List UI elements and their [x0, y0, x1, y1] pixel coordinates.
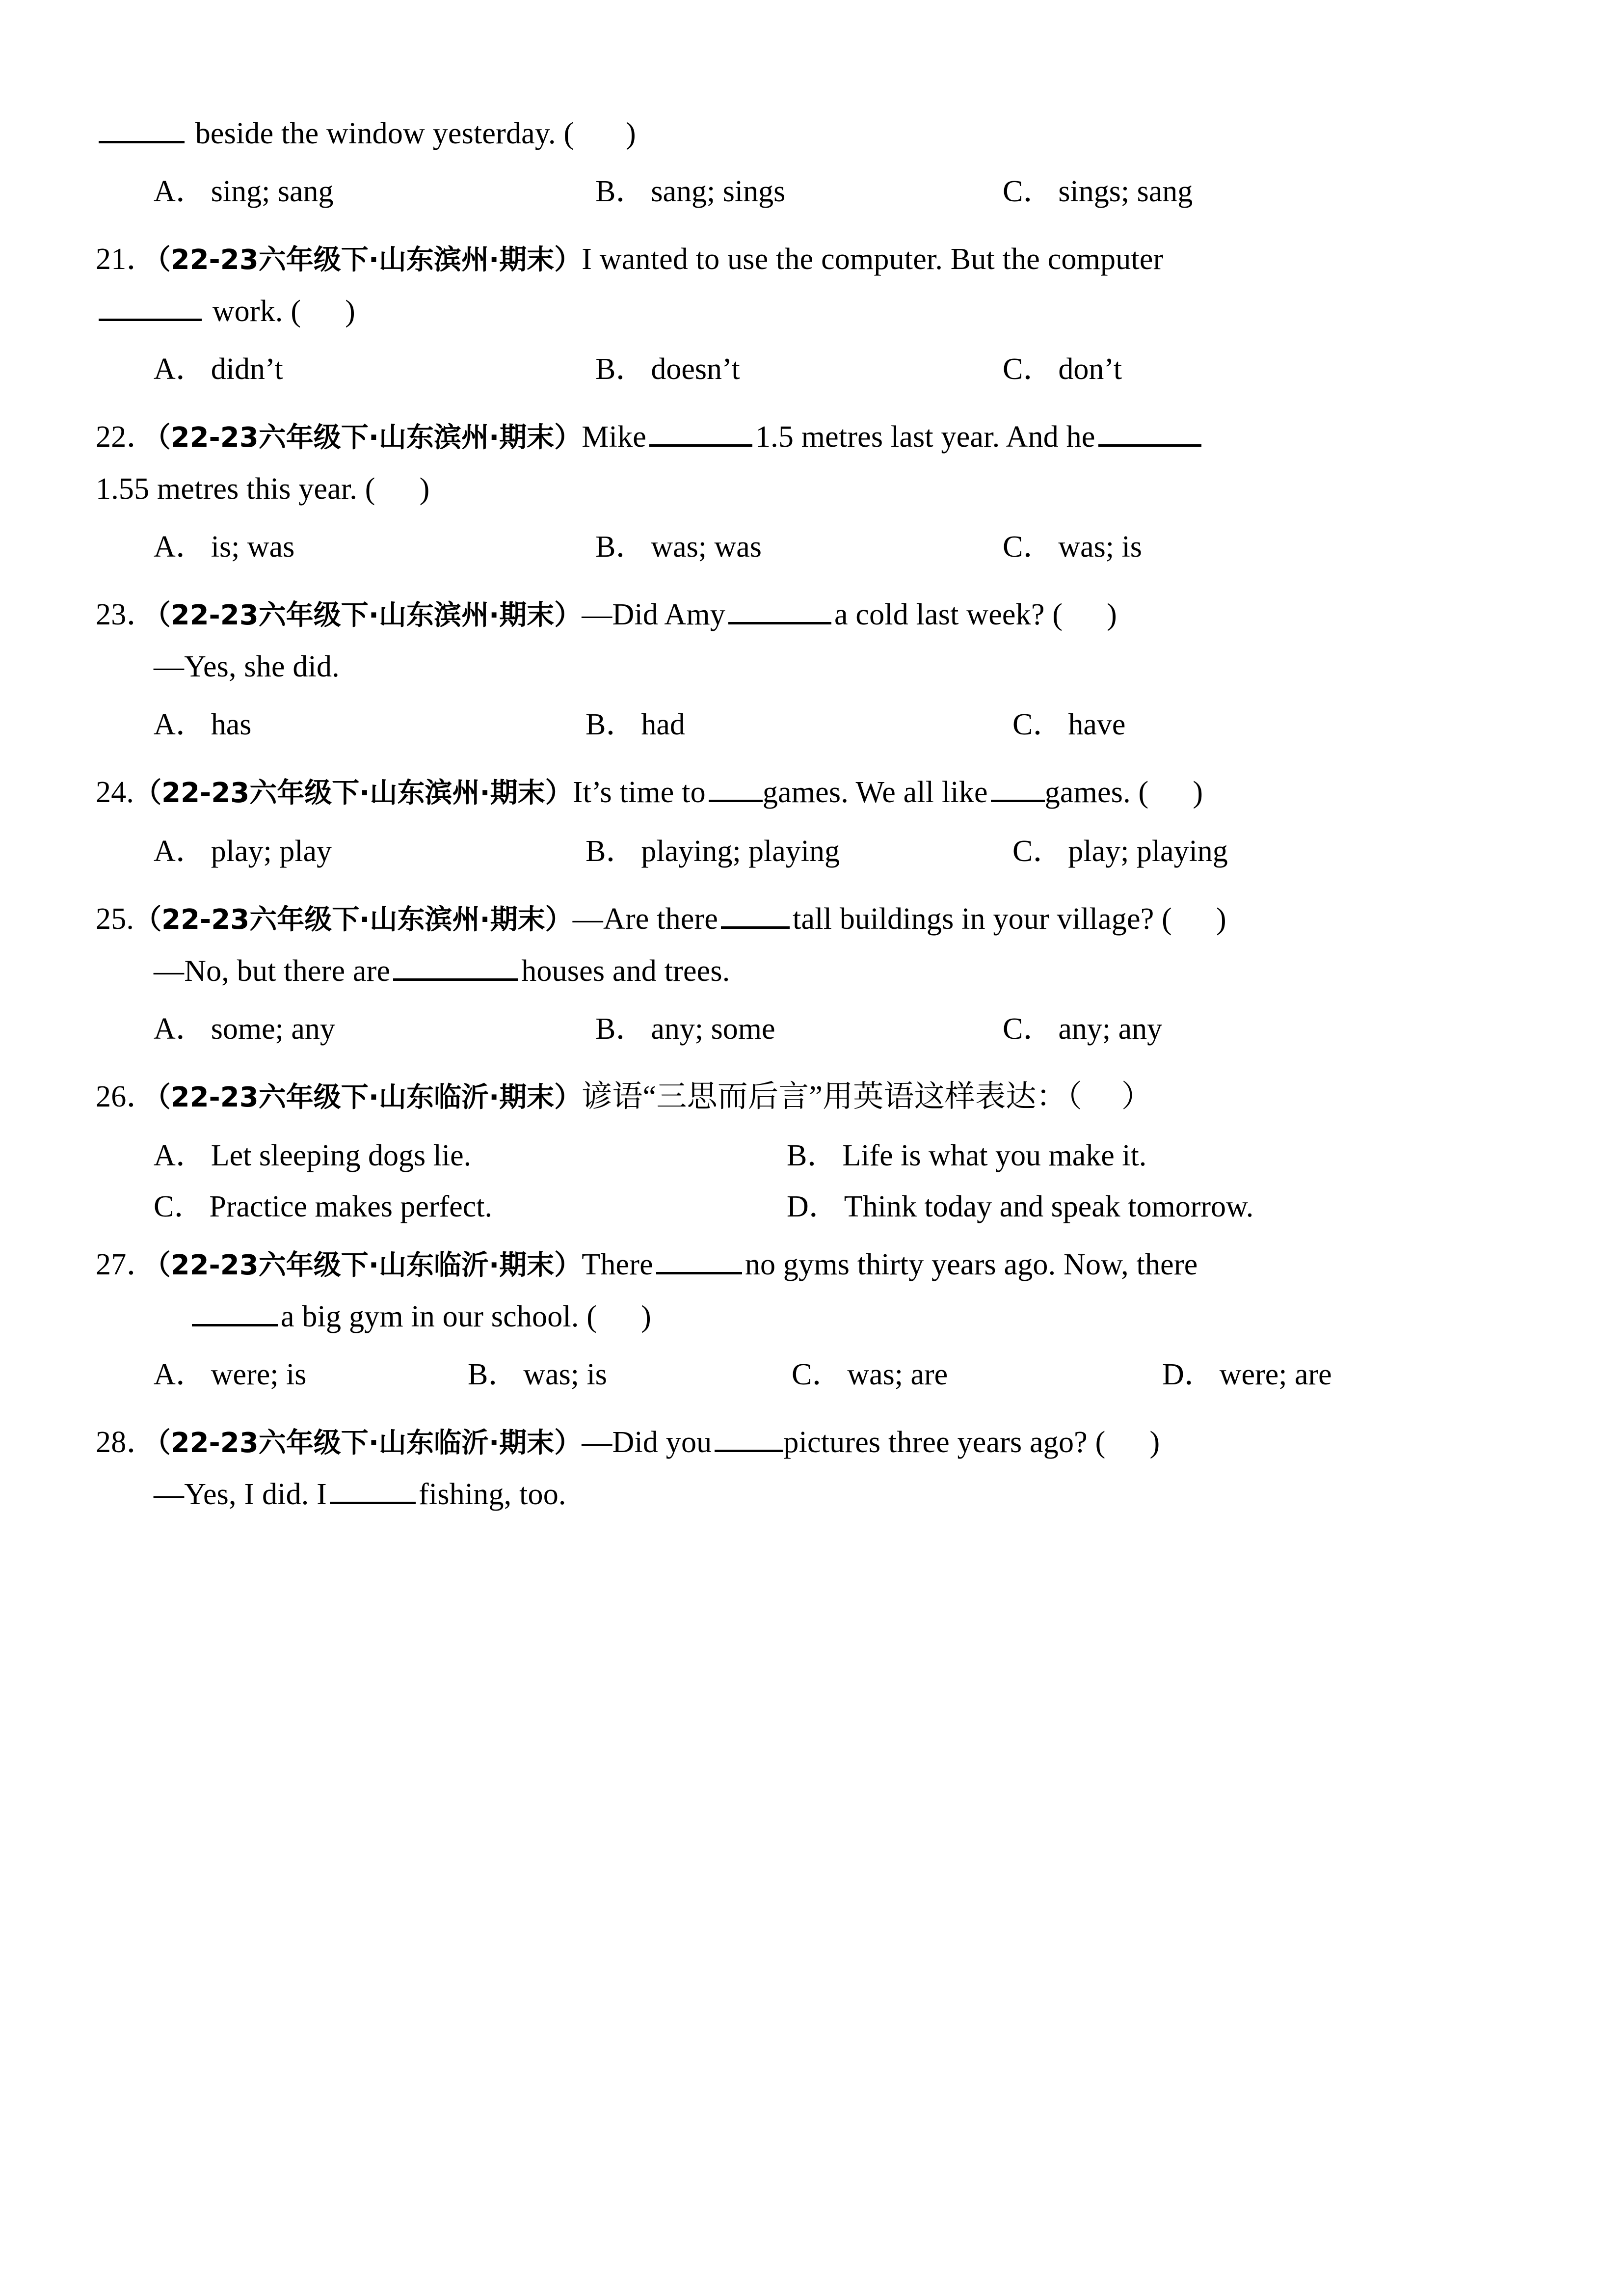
option-text: don’t [1058, 352, 1122, 386]
option-label: A． [154, 835, 206, 868]
question-25-options [96, 1003, 1519, 1054]
option-c[interactable] [1003, 166, 1395, 217]
option-text: were; are [1219, 1358, 1332, 1391]
option-c[interactable] [1003, 344, 1395, 395]
option-text: Let sleeping dogs lie. [211, 1139, 472, 1172]
answer-blank[interactable] [99, 113, 185, 143]
question-number: 27． [96, 1248, 157, 1281]
source-year: 22-23 [170, 244, 259, 276]
source-close-paren: ） [554, 422, 582, 454]
question-25-answer-line [96, 945, 1519, 997]
source-open-paren: （ [157, 599, 171, 631]
option-text: were; is [211, 1358, 307, 1391]
source-close-paren: ） [554, 599, 582, 631]
answer-text: fishing, too. [419, 1478, 566, 1511]
question-23-answer-line [96, 641, 1519, 692]
source-detail: 六年级下·山东滨州·期末 [249, 904, 545, 936]
option-label: C． [1003, 1012, 1054, 1046]
answer-text: —Yes, she did. [154, 650, 340, 683]
option-text: had [641, 708, 685, 741]
option-b[interactable] [595, 1003, 1003, 1054]
option-label: A． [154, 1012, 206, 1046]
question-number: 24. [96, 776, 134, 809]
option-b[interactable] [595, 521, 1003, 572]
option-c[interactable] [1012, 826, 1405, 877]
stem-text: tall buildings in your village? ( [793, 902, 1172, 936]
option-c[interactable] [1003, 1003, 1395, 1054]
option-label: C． [1003, 352, 1054, 386]
option-label: D． [787, 1190, 839, 1223]
option-label: B． [595, 1012, 646, 1046]
source-year: 22-23 [161, 904, 250, 936]
option-text: any; any [1058, 1012, 1163, 1046]
stem-text: —Did you [582, 1426, 712, 1459]
option-text: is; was [211, 530, 295, 564]
stem-text: 1.55 metres this year. ( [96, 472, 375, 506]
source-open-paren: （ [157, 422, 171, 454]
answer-blank[interactable] [393, 950, 518, 981]
question-number: 25. [96, 902, 134, 936]
option-b[interactable] [585, 699, 1012, 750]
answer-blank[interactable] [99, 291, 202, 321]
question-22-options [96, 521, 1519, 572]
source-detail: 六年级下·山东临沂·期末 [258, 1081, 555, 1113]
source-year: 22-23 [170, 422, 259, 454]
option-label: C． [1012, 708, 1064, 741]
option-label: A． [154, 1139, 206, 1172]
option-text: has [211, 708, 252, 741]
option-label: B． [468, 1358, 519, 1391]
question-list [96, 108, 1519, 1520]
question-stem-continuation [96, 108, 1519, 159]
option-a[interactable] [154, 521, 595, 572]
source-open-paren: （ [134, 777, 162, 809]
answer-blank[interactable] [721, 898, 790, 929]
stem-text: Mike [582, 420, 646, 454]
option-label: B． [595, 175, 646, 208]
source-detail: 六年级下·山东滨州·期末 [249, 777, 545, 809]
stem-text: —Did Amy [582, 598, 725, 631]
option-text: Think today and speak tomorrow. [844, 1190, 1254, 1223]
option-row [96, 166, 1519, 217]
option-text: some; any [211, 1012, 335, 1046]
paren-close: ) [419, 472, 430, 506]
option-a[interactable] [154, 1349, 468, 1400]
question-number: 26． [96, 1080, 157, 1113]
answer-blank[interactable] [991, 772, 1045, 802]
source-year: 22-23 [170, 1081, 259, 1113]
source-detail: 六年级下·山东滨州·期末 [258, 599, 555, 631]
source-close-paren: ） [545, 904, 573, 936]
answer-blank[interactable] [192, 1296, 278, 1326]
option-text: sings; sang [1058, 175, 1193, 208]
source-year: 22-23 [161, 777, 250, 809]
question-number: 21． [96, 243, 157, 276]
stem-text: games. ( [1044, 776, 1149, 809]
option-label: C． [1012, 835, 1064, 868]
stem-text: a cold last week? ( [834, 598, 1063, 631]
answer-blank[interactable] [709, 772, 763, 802]
question-24-stem [96, 767, 1519, 819]
source-close-paren: ） [554, 1081, 582, 1113]
option-label: C． [792, 1358, 843, 1391]
question-26-stem [96, 1071, 1519, 1123]
question-21-stem-line2 [96, 286, 1519, 337]
option-text: play; playing [1068, 835, 1228, 868]
question-26-options-row2 [96, 1181, 1519, 1232]
question-number: 22． [96, 420, 157, 454]
question-27-stem [96, 1239, 1519, 1291]
option-text: playing; playing [641, 835, 840, 868]
question-23-options [96, 699, 1519, 750]
stem-text: 谚语“三思而后言”用英语这样表达：（ [582, 1080, 1082, 1113]
option-label: A． [154, 175, 206, 208]
stem-text: work. ( [212, 295, 301, 328]
question-22-stem [96, 411, 1519, 463]
answer-blank[interactable] [728, 594, 831, 624]
question-21-options [96, 344, 1519, 395]
source-year: 22-23 [170, 1249, 259, 1281]
question-23-stem [96, 589, 1519, 641]
option-text: didn’t [211, 352, 283, 386]
option-label: D． [1162, 1358, 1215, 1391]
option-label: C． [1003, 530, 1054, 564]
question-number: 28． [96, 1426, 157, 1459]
stem-text: —Are there [572, 902, 718, 936]
paren-close: ) [626, 117, 636, 150]
option-c[interactable] [1003, 521, 1395, 572]
answer-blank[interactable] [649, 416, 752, 447]
answer-text: houses and trees. [521, 954, 730, 988]
option-text: Practice makes perfect. [209, 1190, 492, 1223]
source-open-paren: （ [157, 1427, 171, 1459]
question-24-options [96, 826, 1519, 877]
option-text: was; was [651, 530, 762, 564]
stem-text: a big gym in our school. ( [281, 1300, 597, 1333]
question-27-options [96, 1349, 1519, 1400]
option-label: B． [585, 708, 637, 741]
source-detail: 六年级下·山东临沂·期末 [258, 1249, 555, 1281]
option-a[interactable] [154, 166, 595, 217]
question-28-answer-line [96, 1469, 1519, 1520]
option-b[interactable] [595, 166, 1003, 217]
option-text: was; is [1058, 530, 1142, 564]
option-d[interactable] [787, 1181, 1376, 1232]
stem-text: There [582, 1248, 653, 1281]
option-d[interactable] [1162, 1349, 1457, 1400]
option-text: play; play [211, 835, 332, 868]
source-detail: 六年级下·山东临沂·期末 [258, 1427, 555, 1459]
paren-close: ） [1121, 1080, 1152, 1113]
source-close-paren: ） [545, 777, 573, 809]
option-b[interactable] [787, 1130, 1376, 1181]
option-text: sang; sings [651, 175, 786, 208]
source-open-paren: （ [157, 1249, 171, 1281]
paren-close: ) [1149, 1426, 1160, 1459]
source-close-paren: ） [554, 1249, 582, 1281]
option-text: doesn’t [651, 352, 740, 386]
option-label: B． [595, 530, 646, 564]
question-22-stem-line2 [96, 463, 1519, 514]
option-label: B． [787, 1139, 838, 1172]
option-c[interactable] [1012, 699, 1405, 750]
source-close-paren: ） [554, 1427, 582, 1459]
option-label: A． [154, 530, 206, 564]
answer-blank[interactable] [656, 1244, 742, 1274]
option-label: B． [595, 352, 646, 386]
stem-text: no gyms thirty years ago. Now, there [745, 1248, 1198, 1281]
option-a[interactable] [154, 826, 585, 877]
option-label: C． [1003, 175, 1054, 208]
option-b[interactable] [585, 826, 1012, 877]
source-close-paren: ） [554, 244, 582, 276]
source-year: 22-23 [170, 599, 259, 631]
source-open-paren: （ [157, 244, 171, 276]
option-label: A． [154, 352, 206, 386]
source-open-paren: （ [134, 904, 162, 936]
question-26-options-row1 [96, 1130, 1519, 1181]
paren-close: ) [641, 1300, 651, 1333]
question-25-stem [96, 893, 1519, 945]
stem-text: It’s time to [572, 776, 706, 809]
option-label: A． [154, 1358, 206, 1391]
option-label: B． [585, 835, 637, 868]
option-a[interactable] [154, 1130, 787, 1181]
paren-close: ) [1193, 776, 1203, 809]
answer-text: —Yes, I did. I [154, 1478, 327, 1511]
option-a[interactable] [154, 1003, 595, 1054]
answer-blank[interactable] [1098, 416, 1201, 447]
option-text: sing; sang [211, 175, 334, 208]
source-detail: 六年级下·山东滨州·期末 [258, 244, 555, 276]
paren-close: ) [1107, 598, 1117, 631]
option-c[interactable] [792, 1349, 1162, 1400]
option-a[interactable] [154, 699, 585, 750]
answer-text: —No, but there are [154, 954, 391, 988]
stem-text: beside the window yesterday. ( [195, 117, 574, 150]
paren-close: ) [1216, 902, 1226, 936]
answer-blank[interactable] [715, 1422, 783, 1452]
option-b[interactable] [468, 1349, 792, 1400]
source-open-paren: （ [157, 1081, 171, 1113]
stem-text: 1.5 metres last year. And he [755, 420, 1095, 454]
question-27-stem-line2 [96, 1291, 1519, 1342]
question-21-stem [96, 234, 1519, 286]
answer-blank[interactable] [330, 1474, 416, 1504]
option-b[interactable] [595, 344, 1003, 395]
option-text: any; some [651, 1012, 775, 1046]
stem-text: pictures three years ago? ( [783, 1426, 1106, 1459]
question-number: 23． [96, 598, 157, 631]
question-28-stem [96, 1417, 1519, 1469]
option-c[interactable] [154, 1181, 787, 1232]
option-text: was; is [523, 1358, 607, 1391]
option-label: A． [154, 708, 206, 741]
stem-text: I wanted to use the computer. But the computer [582, 243, 1164, 276]
option-text: was; are [847, 1358, 948, 1391]
option-a[interactable] [154, 344, 595, 395]
source-year: 22-23 [170, 1427, 259, 1459]
option-text: have [1068, 708, 1126, 741]
option-text: Life is what you make it. [842, 1139, 1147, 1172]
option-label: C． [154, 1190, 205, 1223]
paren-close: ) [345, 295, 356, 328]
stem-text: games. We all like [762, 776, 988, 809]
source-detail: 六年级下·山东滨州·期末 [258, 422, 555, 454]
